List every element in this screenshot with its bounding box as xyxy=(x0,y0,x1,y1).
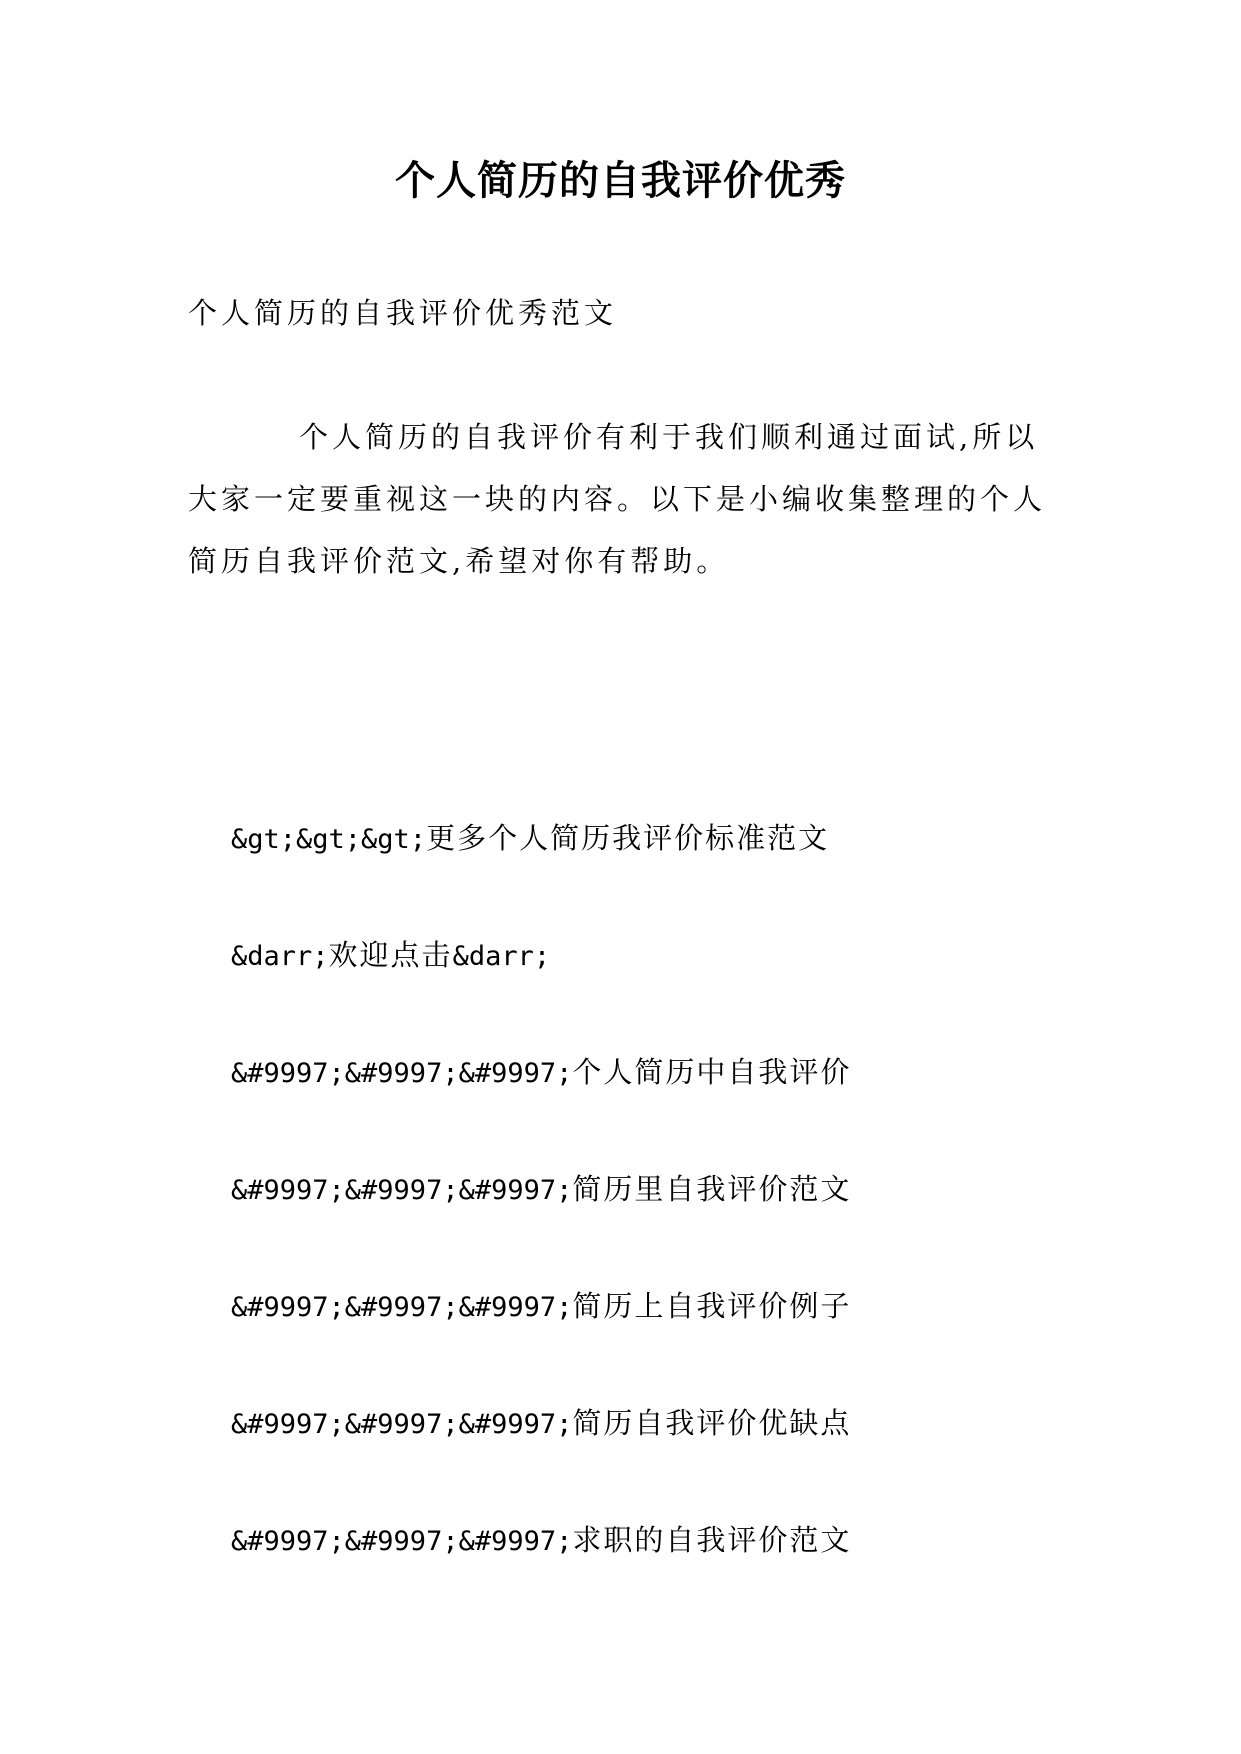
link-label: 简历自我评价优缺点 xyxy=(572,1406,852,1440)
document-title: 个人简历的自我评价优秀 xyxy=(395,157,846,204)
document-subtitle: 个人简历的自我评价优秀范文 xyxy=(188,296,618,330)
link-prefix: &#9997;&#9997;&#9997; xyxy=(231,1526,573,1557)
link-label: 更多个人简历我评价标准范文 xyxy=(426,821,830,855)
related-link-pros-cons[interactable] xyxy=(231,1403,851,1520)
related-link-job-self-evaluation[interactable] xyxy=(231,1520,851,1637)
link-label: 个人简历中自我评价 xyxy=(572,1055,852,1089)
related-link-resume-self-evaluation[interactable] xyxy=(231,1052,851,1169)
link-suffix: &darr; xyxy=(452,941,551,972)
related-link-self-evaluation-examples[interactable] xyxy=(231,1286,851,1403)
intro-line-2: 大家一定要重视这一块的内容。以下是小编收集整理的个人 xyxy=(188,482,1047,516)
related-link-welcome-click[interactable] xyxy=(231,935,851,1052)
related-link-self-evaluation-samples[interactable] xyxy=(231,1169,851,1286)
intro-line-1: 个人简历的自我评价有利于我们顺利通过面试,所以 xyxy=(299,420,1039,454)
link-prefix: &gt;&gt;&gt; xyxy=(231,824,427,855)
link-label: 欢迎点击 xyxy=(328,938,453,972)
link-prefix: &darr; xyxy=(231,941,329,972)
related-link-more-templates[interactable] xyxy=(231,818,851,935)
link-prefix: &#9997;&#9997;&#9997; xyxy=(231,1175,573,1206)
related-links-list xyxy=(231,818,851,1637)
link-label: 简历上自我评价例子 xyxy=(572,1289,852,1323)
link-prefix: &#9997;&#9997;&#9997; xyxy=(231,1292,573,1323)
intro-line-3: 简历自我评价范文,希望对你有帮助。 xyxy=(188,544,730,578)
link-label: 求职的自我评价范文 xyxy=(572,1523,852,1557)
link-prefix: &#9997;&#9997;&#9997; xyxy=(231,1058,573,1089)
intro-paragraph xyxy=(188,406,1063,592)
link-label: 简历里自我评价范文 xyxy=(572,1172,852,1206)
link-prefix: &#9997;&#9997;&#9997; xyxy=(231,1409,573,1440)
